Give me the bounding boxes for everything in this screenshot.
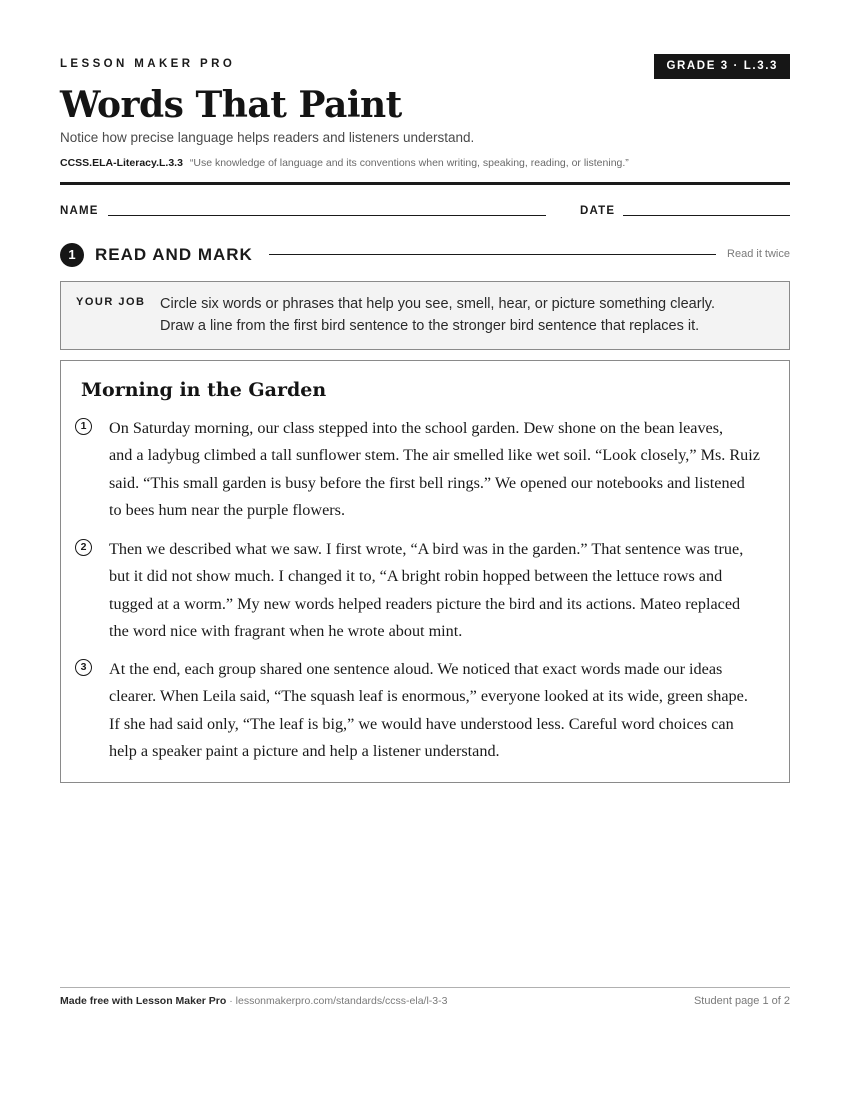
paragraph-number: 3 <box>75 659 92 676</box>
paragraph-text <box>109 415 775 524</box>
footer-url[interactable]: · lessonmakerpro.com/standards/ccss-ela/l-3-3 <box>226 995 448 1007</box>
brand-name: LESSON MAKER PRO <box>60 58 236 70</box>
section-number-badge: 1 <box>60 243 84 267</box>
standard-code: CCSS.ELA-Literacy.L.3.3 <box>60 157 183 169</box>
reading-passage <box>60 360 790 783</box>
paragraph-line: At the end, each group shared one sentence aloud. We noticed that exact words made our ideas <box>109 660 723 678</box>
paragraph-line: said. “This small garden is busy before the first bell rings.” We opened our notebooks and listened <box>109 473 745 492</box>
worksheet-page <box>60 0 790 1100</box>
date-field[interactable] <box>623 215 790 216</box>
paragraph-text <box>109 536 775 645</box>
instructions-label: YOUR JOB <box>76 296 146 308</box>
standard-reference <box>60 157 629 169</box>
paragraph-line: but it did not show much. I changed it to, “A bright robin hopped between the lettuce rows and <box>109 567 723 586</box>
paragraph-line: Then we described what we saw. I first wrote, “A bird was in the garden.” That sentence was true, <box>109 540 744 558</box>
footer-made-with: Made free with Lesson Maker Pro <box>60 995 227 1007</box>
paragraph-number: 1 <box>75 418 92 435</box>
date-label: DATE <box>580 205 616 217</box>
paragraph-line: the word nice with fragrant when he wrote about mint. <box>109 621 463 640</box>
footer-credit <box>60 995 447 1007</box>
header-divider <box>60 182 790 185</box>
paragraph-line: clearer. When Leila said, “The squash leaf is enormous,” everyone looked at its wide, green shape. <box>109 687 748 706</box>
paragraph-line: and a ladybug climbed a tall sunflower stem. The air smelled like wet soil. “Look closely,” Ms. Ruiz <box>109 446 760 465</box>
section-note: Read it twice <box>727 248 790 260</box>
section-title: READ AND MARK <box>95 245 253 264</box>
name-field[interactable] <box>108 215 546 216</box>
instruction-line: Circle six words or phrases that help you see, smell, hear, or picture something clearly. <box>160 296 716 312</box>
footer-divider <box>60 987 790 988</box>
name-label: NAME <box>60 205 99 217</box>
grade-badge: GRADE 3 · L.3.3 <box>654 54 790 79</box>
instructions-box <box>60 281 790 350</box>
paragraph-line: to bees hum near the purple flowers. <box>109 500 345 519</box>
page-title: Words That Paint <box>60 84 402 126</box>
instruction-line: Draw a line from the first bird sentence to the stronger bird sentence that replaces it. <box>160 318 700 334</box>
page-subtitle: Notice how precise language helps readers and listeners understand. <box>60 130 475 145</box>
footer-page-number: Student page 1 of 2 <box>693 995 790 1007</box>
paragraph-text <box>109 656 775 765</box>
section-divider <box>269 254 716 255</box>
instructions-text <box>160 293 780 337</box>
paragraph-line: help a speaker paint a picture and help a listener understand. <box>109 741 500 760</box>
paragraph-number: 2 <box>75 539 92 556</box>
passage-title: Morning in the Garden <box>81 379 327 401</box>
paragraph-line: If she had said only, “The leaf is big,” we would have understood less. Careful word choices can <box>109 714 734 733</box>
standard-quote: “Use knowledge of language and its conventions when writing, speaking, reading, or listening.” <box>189 157 629 169</box>
paragraph-line: tugged at a worm.” My new words helped readers picture the bird and its actions. Mateo replaced <box>109 594 741 613</box>
paragraph-line: On Saturday morning, our class stepped into the school garden. Dew shone on the bean leaves, <box>109 419 724 437</box>
